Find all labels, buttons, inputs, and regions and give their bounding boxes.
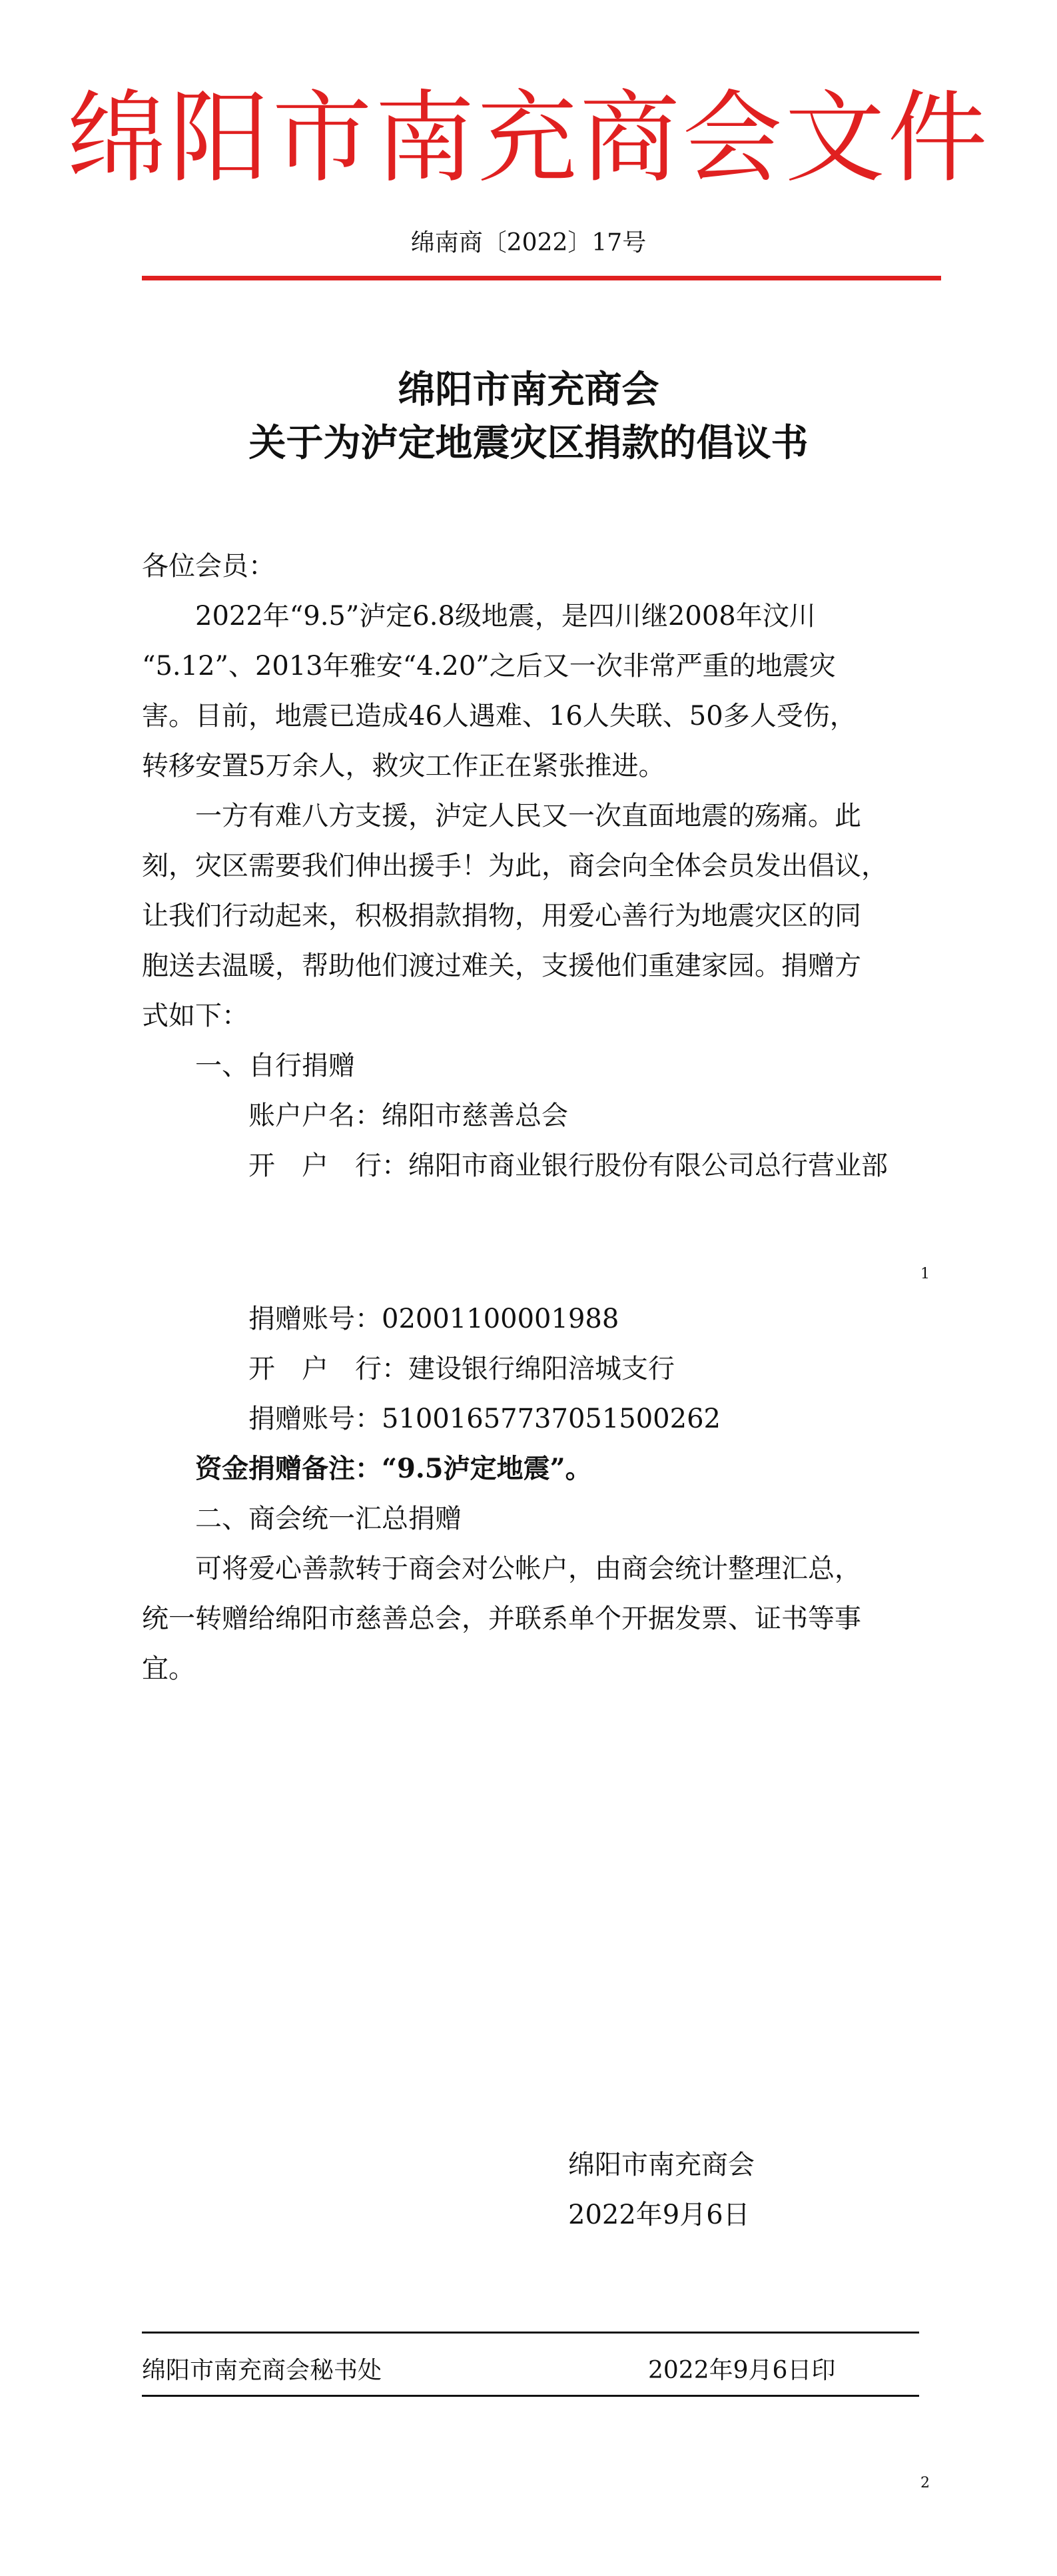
account-number-2: 捐赠账号：51001657737051500262	[248, 1404, 721, 1434]
paragraph2-line: 让我们行动起来，积极捐款捐物，用爱心善行为地震灾区的同	[142, 901, 861, 931]
section2-paragraph-line: 统一转赠给绵阳市慈善总会，并联系单个开据发票、证书等事	[142, 1603, 861, 1634]
signature-org: 绵阳市南充商会	[568, 2150, 755, 2180]
section2-paragraph-line: 可将爱心善款转于商会对公帐户，由商会统计整理汇总，	[195, 1553, 861, 1584]
paragraph2-line: 胞送去温暖，帮助他们渡过难关，支援他们重建家园。捐赠方	[142, 951, 861, 981]
signature-date: 2022年9月6日	[568, 2200, 750, 2230]
footer-bottom-rule	[142, 2395, 919, 2397]
page-number-2: 2	[920, 2475, 930, 2491]
paragraph2-line: 一方有难八方支援，泸定人民又一次直面地震的殇痛。此	[195, 801, 861, 831]
section2-heading: 二、商会统一汇总捐赠	[195, 1503, 462, 1534]
document-title-line1: 绵阳市南充商会	[398, 368, 659, 412]
account-number-1: 捐赠账号：02001100001988	[248, 1304, 619, 1334]
paragraph1-line: 转移安置5万余人，救灾工作正在紧张推进。	[142, 751, 665, 781]
document-title-line2: 关于为泸定地震灾区捐款的倡议书	[248, 421, 809, 465]
paragraph1-line: “5.12”、2013年雅安“4.20”之后又一次非常严重的地震灾	[142, 651, 836, 681]
salutation: 各位会员：	[142, 551, 275, 582]
bank-name-1: 开 户 行：绵阳市商业银行股份有限公司总行营业部	[248, 1150, 888, 1181]
paragraph2-line: 刻，灾区需要我们伸出援手！为此，商会向全体会员发出倡议，	[142, 851, 888, 881]
footer-top-rule	[142, 2332, 919, 2334]
section2-paragraph-line: 宜。	[142, 1653, 195, 1684]
page-number-1: 1	[920, 1266, 930, 1282]
donation-remark: 资金捐赠备注：“9.5泸定地震”。	[195, 1453, 592, 1484]
section1-heading: 一、自行捐赠	[195, 1051, 355, 1081]
paragraph2-line: 式如下：	[142, 1001, 248, 1031]
bank-name-2: 开 户 行：建设银行绵阳涪城支行	[248, 1354, 675, 1384]
footer-issuer: 绵阳市南充商会秘书处	[142, 2357, 382, 2384]
header-red-divider	[142, 276, 941, 280]
paragraph1-line: 害。目前，地震已造成46人遇难、16人失联、50多人受伤，	[142, 701, 857, 731]
document-number: 绵南商〔2022〕17号	[410, 229, 647, 256]
footer-print-date: 2022年9月6日印	[648, 2357, 836, 2384]
document-header-title: 绵阳市南充商会文件	[67, 81, 990, 197]
account-name: 账户户名：绵阳市慈善总会	[248, 1100, 568, 1131]
paragraph1-line: 2022年“9.5”泸定6.8级地震，是四川继2008年汶川	[195, 601, 816, 632]
